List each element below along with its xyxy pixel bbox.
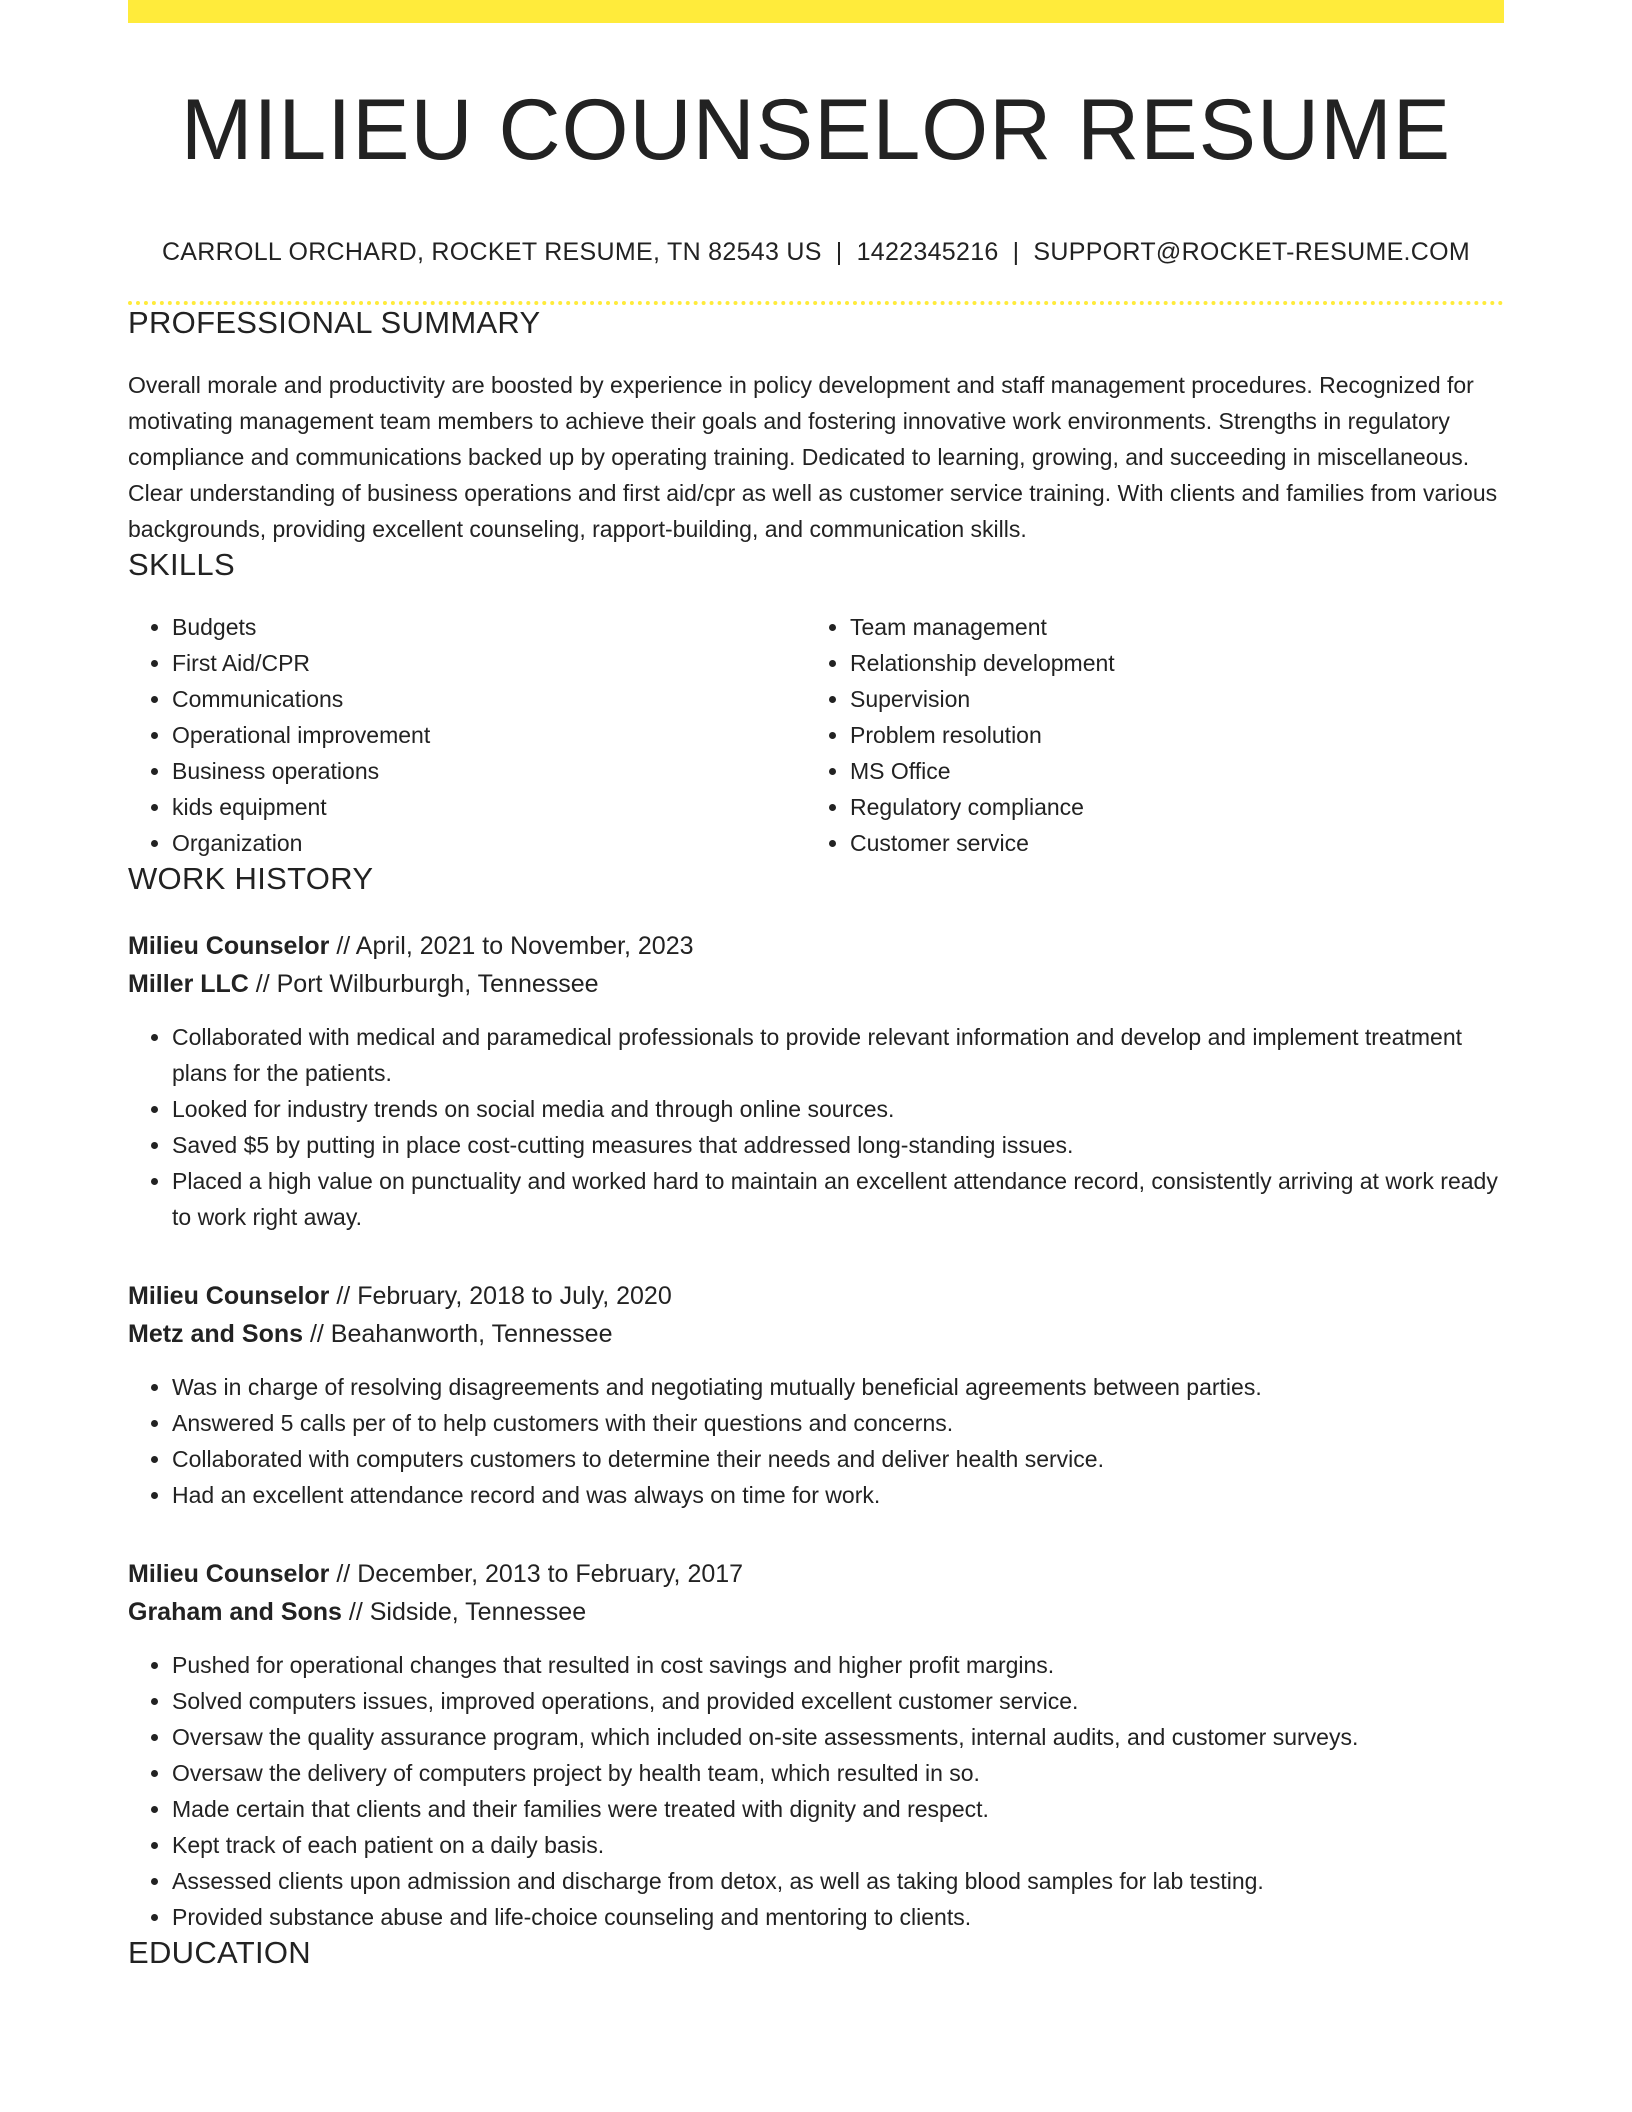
job-bullet: • Kept track of each patient on a daily basis. — [172, 1827, 1504, 1863]
job-title-line — [128, 927, 1504, 965]
skill-item: • First Aid/CPR — [172, 645, 806, 681]
job-company: Graham and Sons — [128, 1597, 342, 1626]
job-location: // Sidside, Tennessee — [341, 1597, 587, 1626]
job-title-line — [128, 1555, 1504, 1593]
contact-line — [128, 238, 1504, 267]
skill-item: • Problem resolution — [850, 717, 1484, 753]
job-title: Milieu Counselor — [128, 1281, 330, 1310]
job-title: Milieu Counselor — [128, 1559, 330, 1588]
top-accent-bar — [128, 0, 1504, 23]
skill-item: • Business operations — [172, 753, 806, 789]
job-bullet: • Oversaw the delivery of computers project by health team, which resulted in so. — [172, 1755, 1504, 1791]
contact-separator: | — [835, 237, 843, 266]
skills-list-left — [128, 609, 806, 861]
skill-item: • Regulatory compliance — [850, 789, 1484, 825]
job-bullets — [128, 1019, 1504, 1235]
skill-item: • Operational improvement — [172, 717, 806, 753]
job-bullet: • Oversaw the quality assurance program, which included on-site assessments, internal audits, and customer surveys. — [172, 1719, 1504, 1755]
skill-item: • kids equipment — [172, 789, 806, 825]
job-bullets — [128, 1647, 1504, 1935]
job-company-line — [128, 1315, 1504, 1353]
job-bullet: • Provided substance abuse and life-choice counseling and mentoring to clients. — [172, 1899, 1504, 1935]
summary-heading: PROFESSIONAL SUMMARY — [128, 304, 541, 340]
summary-text: Overall morale and productivity are boosted by experience in policy development and staff management procedures. Recognized for motivating management team members to achieve their goals and fostering innovative work environments. Strengths in regulatory compliance and communications backed up by operating training. Dedicated to learning, growing, and succeeding in miscellaneous. Clear understanding of business operations and first aid/cpr as well as customer service training. With clients and families from various backgrounds, providing excellent counseling, rapport-building, and communication skills. — [128, 371, 1498, 542]
skills-list-right — [806, 609, 1484, 861]
job-entry — [128, 1555, 1504, 1935]
job-bullet: • Made certain that clients and their families were treated with dignity and respect. — [172, 1791, 1504, 1827]
job-bullet: • Collaborated with medical and paramedical professionals to provide relevant information and develop and implement treatment plans for the patients. — [172, 1019, 1504, 1091]
skill-item: • Relationship development — [850, 645, 1484, 681]
job-company: Miller LLC — [128, 969, 249, 998]
job-company-line — [128, 965, 1504, 1003]
skill-item: • Customer service — [850, 825, 1484, 861]
skill-item: • MS Office — [850, 753, 1484, 789]
job-bullet: • Was in charge of resolving disagreements and negotiating mutually beneficial agreements between parties. — [172, 1369, 1504, 1405]
skill-item: • Communications — [172, 681, 806, 717]
job-bullet: • Collaborated with computers customers to determine their needs and deliver health service. — [172, 1441, 1504, 1477]
job-dates: // February, 2018 to July, 2020 — [329, 1281, 672, 1310]
job-location: // Beahanworth, Tennessee — [303, 1319, 613, 1348]
job-bullet: • Answered 5 calls per of to help customers with their questions and concerns. — [172, 1405, 1504, 1441]
job-title-line — [128, 1277, 1504, 1315]
job-bullet: • Saved $5 by putting in place cost-cutting measures that addressed long-standing issues. — [172, 1127, 1504, 1163]
page-title: MILIEU COUNSELOR RESUME — [180, 82, 1452, 178]
work-history-heading: WORK HISTORY — [128, 860, 374, 896]
contact-email: SUPPORT@ROCKET-RESUME.COM — [1033, 237, 1471, 266]
contact-phone: 1422345216 — [856, 237, 999, 266]
job-bullet: • Looked for industry trends on social media and through online sources. — [172, 1091, 1504, 1127]
job-dates: // April, 2021 to November, 2023 — [329, 931, 694, 960]
job-bullet: • Assessed clients upon admission and discharge from detox, as well as taking blood samples for lab testing. — [172, 1863, 1504, 1899]
skills-grid — [128, 609, 1504, 861]
job-bullet: • Had an excellent attendance record and was always on time for work. — [172, 1477, 1504, 1513]
skill-item: • Team management — [850, 609, 1484, 645]
job-bullet: • Pushed for operational changes that resulted in cost savings and higher profit margins. — [172, 1647, 1504, 1683]
skill-item: • Supervision — [850, 681, 1484, 717]
skill-item: • Organization — [172, 825, 806, 861]
contact-address: CARROLL ORCHARD, ROCKET RESUME, TN 82543 US — [161, 237, 822, 266]
job-dates: // December, 2013 to February, 2017 — [329, 1559, 744, 1588]
job-location: // Port Wilburburgh, Tennessee — [248, 969, 599, 998]
job-entry — [128, 927, 1504, 1235]
job-bullet: • Solved computers issues, improved operations, and provided excellent customer service. — [172, 1683, 1504, 1719]
contact-separator: | — [1012, 237, 1020, 266]
job-company-line — [128, 1593, 1504, 1631]
resume-page — [128, 0, 1504, 1971]
job-title: Milieu Counselor — [128, 931, 330, 960]
education-heading: EDUCATION — [128, 1934, 311, 1970]
job-bullets — [128, 1369, 1504, 1513]
skills-heading: SKILLS — [128, 546, 235, 582]
job-company: Metz and Sons — [128, 1319, 304, 1348]
skill-item: • Budgets — [172, 609, 806, 645]
job-entry — [128, 1277, 1504, 1513]
job-bullet: • Placed a high value on punctuality and worked hard to maintain an excellent attendance record, consistently arriving at work ready to work right away. — [172, 1163, 1504, 1235]
